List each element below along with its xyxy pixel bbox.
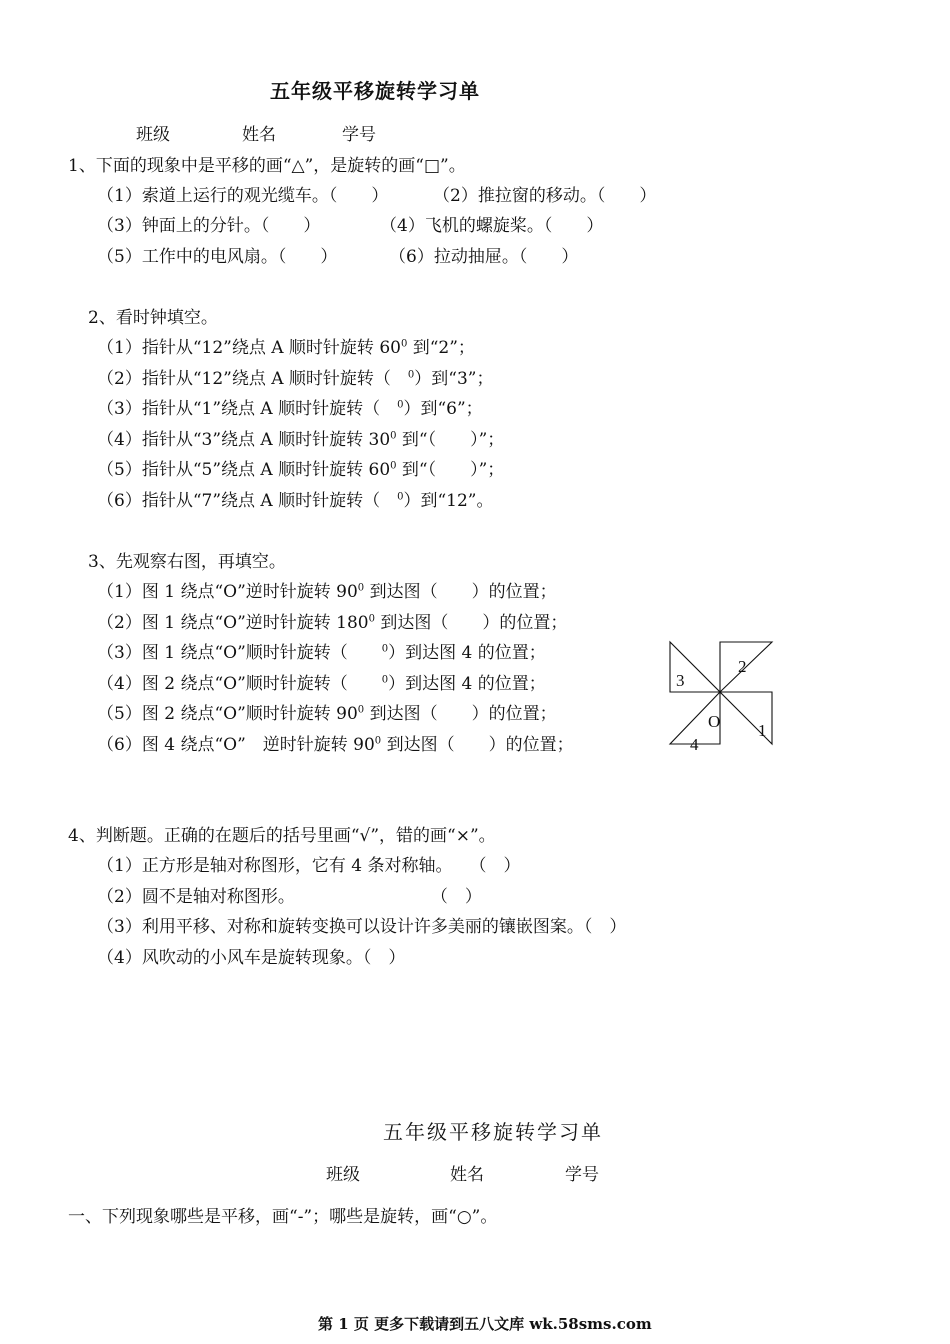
q2-item: （3）指针从“1”绕点 A 顺时针旋转（ $^0$）到“6”； xyxy=(97,399,483,419)
q4-item: （4）风吹动的小风车是旋转现象。（ ） xyxy=(97,948,406,968)
q2-item: （4）指针从“3”绕点 A 顺时针旋转 $30^0$ 到“（ ）”； xyxy=(97,430,505,450)
fig-label-2: 2 xyxy=(738,657,747,676)
header-class-label: 班级 xyxy=(136,125,170,145)
header-id-label: 学号 xyxy=(342,125,376,145)
page-title: 五年级平移旋转学习单 xyxy=(270,79,480,103)
q1-item: （4）飞机的螺旋桨。（ ） xyxy=(380,216,604,236)
sheet2-name-label: 姓名 xyxy=(450,1165,484,1185)
q3-item: （5）图 2 绕点“O”顺时针旋转 $90^0$ 到达图（ ）的位置； xyxy=(97,704,557,724)
page-footer: 第 1 页 更多下载请到五八文库 wk.58sms.com xyxy=(318,1315,652,1333)
fig-label-1: 1 xyxy=(758,721,767,740)
q4-item: （2）圆不是轴对称图形。 （ ） xyxy=(97,887,482,907)
q2-prompt: 2、看时钟填空。 xyxy=(88,308,218,328)
q1-item: （6）拉动抽屉。（ ） xyxy=(389,247,579,267)
q1-item: （5）工作中的电风扇。（ ） xyxy=(97,247,338,267)
q2-item: （5）指针从“5”绕点 A 顺时针旋转 $60^0$ 到“（ ）”； xyxy=(97,460,505,480)
q3-item: （3）图 1 绕点“O”顺时针旋转（ $^0$）到达图 4 的位置； xyxy=(97,643,546,663)
sheet2-q1-prompt: 一、下列现象哪些是平移，画“-”；哪些是旋转，画“○”。 xyxy=(68,1207,498,1227)
sheet2-title: 五年级平移旋转学习单 xyxy=(383,1120,603,1144)
q4-prompt: 4、判断题。正确的在题后的括号里画“√”，错的画“×”。 xyxy=(68,826,496,846)
fig-label-3: 3 xyxy=(676,671,685,690)
q4-item: （1）正方形是轴对称图形，它有 4 条对称轴。 （ ） xyxy=(97,856,521,876)
q3-item: （4）图 2 绕点“O”顺时针旋转（ $^0$）到达图 4 的位置； xyxy=(97,674,546,694)
fig-label-o: O xyxy=(708,712,721,731)
q3-prompt: 3、先观察右图，再填空。 xyxy=(88,552,286,572)
fig-label-4: 4 xyxy=(690,735,699,754)
sheet2-id-label: 学号 xyxy=(565,1165,599,1185)
q2-item: （1）指针从“12”绕点 A 顺时针旋转 $60^0$ 到“2”； xyxy=(97,338,475,358)
q3-item: （1）图 1 绕点“O”逆时针旋转 $90^0$ 到达图（ ）的位置； xyxy=(97,582,557,602)
q1-item: （1）索道上运行的观光缆车。（ ） xyxy=(97,186,389,206)
q4-item: （3）利用平移、对称和旋转变换可以设计许多美丽的镶嵌图案。（ ） xyxy=(97,917,627,937)
q3-item: （2）图 1 绕点“O”逆时针旋转 $180^0$ 到达图（ ）的位置； xyxy=(97,613,568,633)
q2-item: （6）指针从“7”绕点 A 顺时针旋转（ $^0$）到“12”。 xyxy=(97,491,494,511)
q1-item: （3）钟面上的分针。（ ） xyxy=(97,216,321,236)
q2-item: （2）指针从“12”绕点 A 顺时针旋转（ $^0$）到“3”； xyxy=(97,369,494,389)
header-name-label: 姓名 xyxy=(242,125,276,145)
q3-item: （6）图 4 绕点“O” 逆时针旋转 $90^0$ 到达图（ ）的位置； xyxy=(97,735,574,755)
pinwheel-figure xyxy=(668,640,778,754)
q1-item: （2）推拉窗的移动。（ ） xyxy=(433,186,657,206)
sheet2-class-label: 班级 xyxy=(326,1165,360,1185)
q1-prompt: 1、下面的现象中是平移的画“△”，是旋转的画“□”。 xyxy=(68,156,466,176)
